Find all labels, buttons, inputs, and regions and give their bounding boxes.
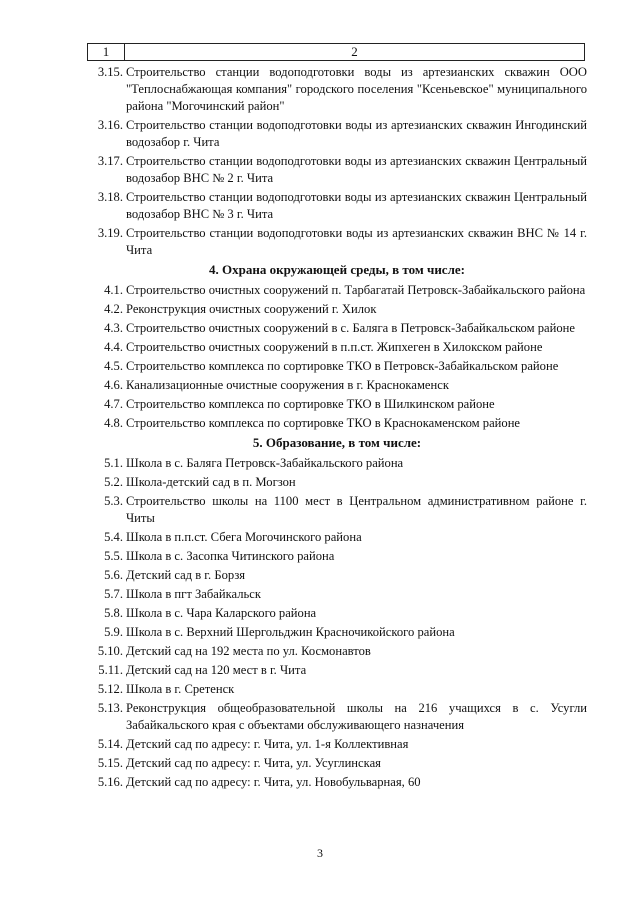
group-5-list bbox=[87, 455, 587, 791]
item-text: Строительство очистных сооружений в п.п.ст. Жипхеген в Хилокском районе bbox=[126, 340, 543, 354]
item-number: 5.12. bbox=[97, 682, 123, 696]
list-item bbox=[87, 662, 587, 679]
list-item bbox=[87, 774, 587, 791]
list-item bbox=[87, 605, 587, 622]
item-text: Реконструкция очистных сооружений г. Хилок bbox=[126, 302, 377, 316]
list-item bbox=[87, 567, 587, 584]
item-number: 4.7. bbox=[104, 397, 123, 411]
list-item bbox=[87, 736, 587, 753]
item-text: Школа в с. Верхний Шергольджин Красночикойского района bbox=[126, 625, 455, 639]
list-item bbox=[87, 529, 587, 546]
item-number: 4.2. bbox=[104, 302, 123, 316]
item-text: Детский сад на 192 места по ул. Космонавтов bbox=[126, 644, 371, 658]
item-text: Школа в п.п.ст. Сбега Могочинского района bbox=[126, 530, 362, 544]
list-item bbox=[87, 474, 587, 491]
item-number: 5.6. bbox=[104, 568, 123, 582]
item-number: 5.8. bbox=[104, 606, 123, 620]
item-number: 4.4. bbox=[104, 340, 123, 354]
item-text: Реконструкция общеобразовательной школы на 216 учащихся в с. Усугли Забайкальского края с объектами обслуживающего назначения bbox=[126, 701, 587, 732]
item-text: Строительство станции водоподготовки воды из артезианских скважин Центральный водозабор ВНС № 2 г. Чита bbox=[126, 154, 587, 185]
list-item bbox=[87, 586, 587, 603]
list-item bbox=[87, 339, 587, 356]
item-number: 5.15. bbox=[97, 756, 123, 770]
list-item bbox=[87, 320, 587, 337]
item-number: 5.1. bbox=[104, 456, 123, 470]
list-item bbox=[87, 624, 587, 641]
list-item bbox=[87, 153, 587, 187]
item-number: 5.11. bbox=[98, 663, 123, 677]
list-item bbox=[87, 548, 587, 565]
list-item bbox=[87, 493, 587, 527]
item-text: Строительство комплекса по сортировке ТКО в Краснокаменском районе bbox=[126, 416, 521, 430]
item-text: Школа в с. Баляга Петровск-Забайкальского района bbox=[126, 456, 404, 470]
list-item bbox=[87, 415, 587, 432]
item-text: Школа в пгт Забайкальск bbox=[126, 587, 261, 601]
list-item bbox=[87, 396, 587, 413]
group-3-list bbox=[87, 64, 587, 259]
item-text: Школа в с. Засопка Читинского района bbox=[126, 549, 335, 563]
list-item bbox=[87, 225, 587, 259]
item-number: 5.3. bbox=[104, 494, 123, 508]
item-number: 4.8. bbox=[104, 416, 123, 430]
list-item bbox=[87, 755, 587, 772]
item-number: 4.1. bbox=[104, 283, 123, 297]
section-5-title: 5. Образование, в том числе: bbox=[252, 435, 422, 450]
item-text: Детский сад в г. Борзя bbox=[126, 568, 246, 582]
item-number: 4.3. bbox=[104, 321, 123, 335]
list-item bbox=[87, 282, 587, 299]
list-item bbox=[87, 64, 587, 115]
item-text: Строительство школы на 1100 мест в Центральном административном районе г. Читы bbox=[126, 494, 587, 525]
item-number: 5.5. bbox=[104, 549, 123, 563]
item-text: Детский сад на 120 мест в г. Чита bbox=[126, 663, 307, 677]
item-number: 3.19. bbox=[97, 226, 123, 240]
list-item bbox=[87, 377, 587, 394]
table-header bbox=[87, 43, 585, 61]
item-number: 3.18. bbox=[97, 190, 123, 204]
list-item bbox=[87, 358, 587, 375]
item-text: Детский сад по адресу: г. Чита, ул. Усуглинская bbox=[126, 756, 381, 770]
item-text: Строительство комплекса по сортировке ТКО в Шилкинском районе bbox=[126, 397, 495, 411]
list-item bbox=[87, 455, 587, 472]
item-text: Детский сад по адресу: г. Чита, ул. Новобульварная, 60 bbox=[126, 775, 421, 789]
item-number: 5.9. bbox=[104, 625, 123, 639]
item-text: Строительство станции водоподготовки воды из артезианских скважин ООО "Теплоснабжающая компания" городского поселения "Ксеньевское" муниципального района "Могочинский район" bbox=[126, 65, 587, 113]
item-number: 5.10. bbox=[97, 644, 123, 658]
item-number: 4.5. bbox=[104, 359, 123, 373]
item-number: 5.13. bbox=[97, 701, 123, 715]
item-number: 5.7. bbox=[104, 587, 123, 601]
item-number: 3.17. bbox=[97, 154, 123, 168]
item-text: Канализационные очистные сооружения в г. Краснокаменск bbox=[126, 378, 449, 392]
column-header-2: 2 bbox=[351, 44, 358, 59]
item-number: 3.16. bbox=[97, 118, 123, 132]
item-text: Школа-детский сад в п. Могзон bbox=[126, 475, 296, 489]
list-item bbox=[87, 643, 587, 660]
list-item bbox=[87, 117, 587, 151]
item-text: Школа в г. Сретенск bbox=[126, 682, 235, 696]
item-text: Строительство комплекса по сортировке ТКО в Петровск-Забайкальском районе bbox=[126, 359, 559, 373]
list-item bbox=[87, 189, 587, 223]
column-header-1: 1 bbox=[88, 44, 125, 60]
item-text: Школа в с. Чара Каларского района bbox=[126, 606, 317, 620]
list-item bbox=[87, 301, 587, 318]
item-number: 5.14. bbox=[97, 737, 123, 751]
item-number: 3.15. bbox=[97, 65, 123, 79]
list-item bbox=[87, 700, 587, 734]
item-text: Строительство станции водоподготовки воды из артезианских скважин Центральный водозабор ВНС № 3 г. Чита bbox=[126, 190, 587, 221]
page-number: 3 bbox=[317, 846, 323, 860]
item-number: 5.2. bbox=[104, 475, 123, 489]
document-content bbox=[87, 64, 587, 793]
list-item bbox=[87, 681, 587, 698]
item-text: Строительство станции водоподготовки воды из артезианских скважин ВНС № 14 г. Чита bbox=[126, 226, 587, 257]
item-text: Строительство очистных сооружений п. Тарбагатай Петровск-Забайкальского района bbox=[126, 283, 586, 297]
item-number: 5.16. bbox=[97, 775, 123, 789]
section-4-title: 4. Охрана окружающей среды, в том числе: bbox=[209, 262, 465, 277]
item-number: 5.4. bbox=[104, 530, 123, 544]
item-text: Строительство очистных сооружений в с. Баляга в Петровск-Забайкальском районе bbox=[126, 321, 575, 335]
item-number: 4.6. bbox=[104, 378, 123, 392]
item-text: Строительство станции водоподготовки воды из артезианских скважин Ингодинский водозабор г. Чита bbox=[126, 118, 587, 149]
group-4-list bbox=[87, 282, 587, 432]
item-text: Детский сад по адресу: г. Чита, ул. 1-я Коллективная bbox=[126, 737, 409, 751]
